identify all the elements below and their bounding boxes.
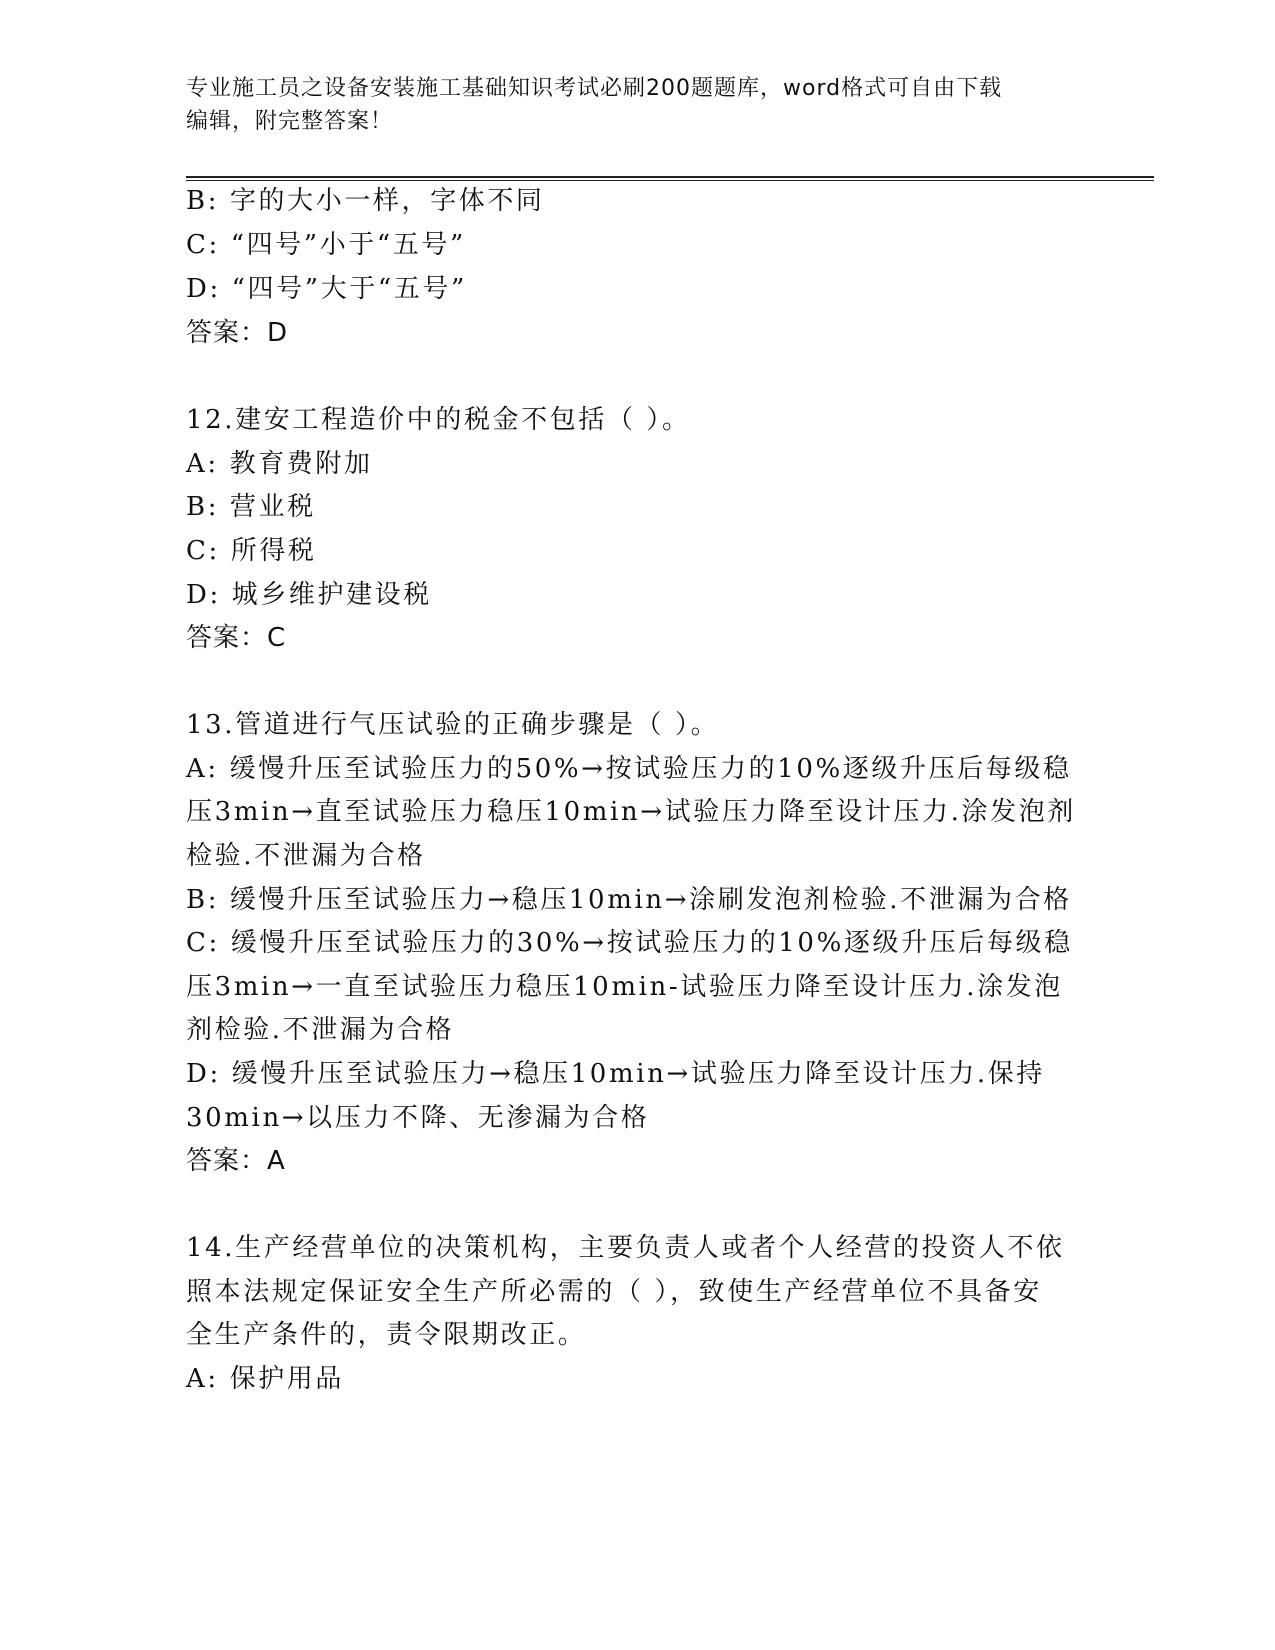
q11-option-d: D: “四号”大于“五号” (186, 274, 467, 304)
q13-stem: 13.管道进行气压试验的正确步骤是（ ）。 (186, 710, 720, 740)
q14-option-a: A: 保护用品 (186, 1364, 345, 1394)
q14-stem-line2: 照本法规定保证安全生产所必需的（ ），致使生产经营单位不具备安 (186, 1277, 1042, 1307)
q13-option-c-line2: 压3min→一直至试验压力稳压10min-试验压力降至设计压力.涂发泡 (186, 972, 1063, 1002)
q13-option-a-line2: 压3min→直至试验压力稳压10min→试验压力降至设计压力.涂发泡剂 (186, 797, 1076, 827)
q13-option-d-line1: D: 缓慢升压至试验压力→稳压10min→试验压力降至设计压力.保持 (186, 1059, 1045, 1089)
q12-option-d: D: 城乡维护建设税 (186, 580, 432, 610)
q12-option-c: C: 所得税 (186, 536, 317, 566)
header-line-2: 编辑，附完整答案！ (186, 109, 394, 134)
q11-option-c: C: “四号”小于“五号” (186, 230, 466, 260)
document-header (186, 72, 1086, 138)
q11-answer: 答案：D (186, 318, 289, 348)
q13-option-c-line1: C: 缓慢升压至试验压力的30%→按试验压力的10%逐级升压后每级稳 (186, 928, 1073, 958)
q14-stem-line3: 全生产条件的，责令限期改正。 (186, 1320, 587, 1350)
q12-option-b: B: 营业税 (186, 492, 316, 522)
q13-option-c-line3: 剂检验.不泄漏为合格 (186, 1015, 455, 1045)
q13-option-a-line3: 检验.不泄漏为合格 (186, 841, 426, 871)
q13-option-b: B: 缓慢升压至试验压力→稳压10min→涂刷发泡剂检验.不泄漏为合格 (186, 885, 1072, 915)
q12-option-a: A: 教育费附加 (186, 449, 373, 479)
q12-answer: 答案：C (186, 623, 287, 653)
header-divider (186, 176, 1154, 181)
q13-answer: 答案：A (186, 1146, 286, 1176)
q12-stem: 12.建安工程造价中的税金不包括（ ）。 (186, 405, 691, 435)
q13-option-d-line2: 30min→以压力不降、无渗漏为合格 (186, 1103, 650, 1133)
q11-option-b: B: 字的大小一样，字体不同 (186, 186, 545, 216)
q13-option-a-line1: A: 缓慢升压至试验压力的50%→按试验压力的10%逐级升压后每级稳 (186, 754, 1072, 784)
header-line-1: 专业施工员之设备安装施工基础知识考试必刷200题题库，word格式可自由下载 (186, 76, 1003, 101)
q14-stem-line1: 14.生产经营单位的决策机构，主要负责人或者个人经营的投资人不依 (186, 1233, 1065, 1263)
